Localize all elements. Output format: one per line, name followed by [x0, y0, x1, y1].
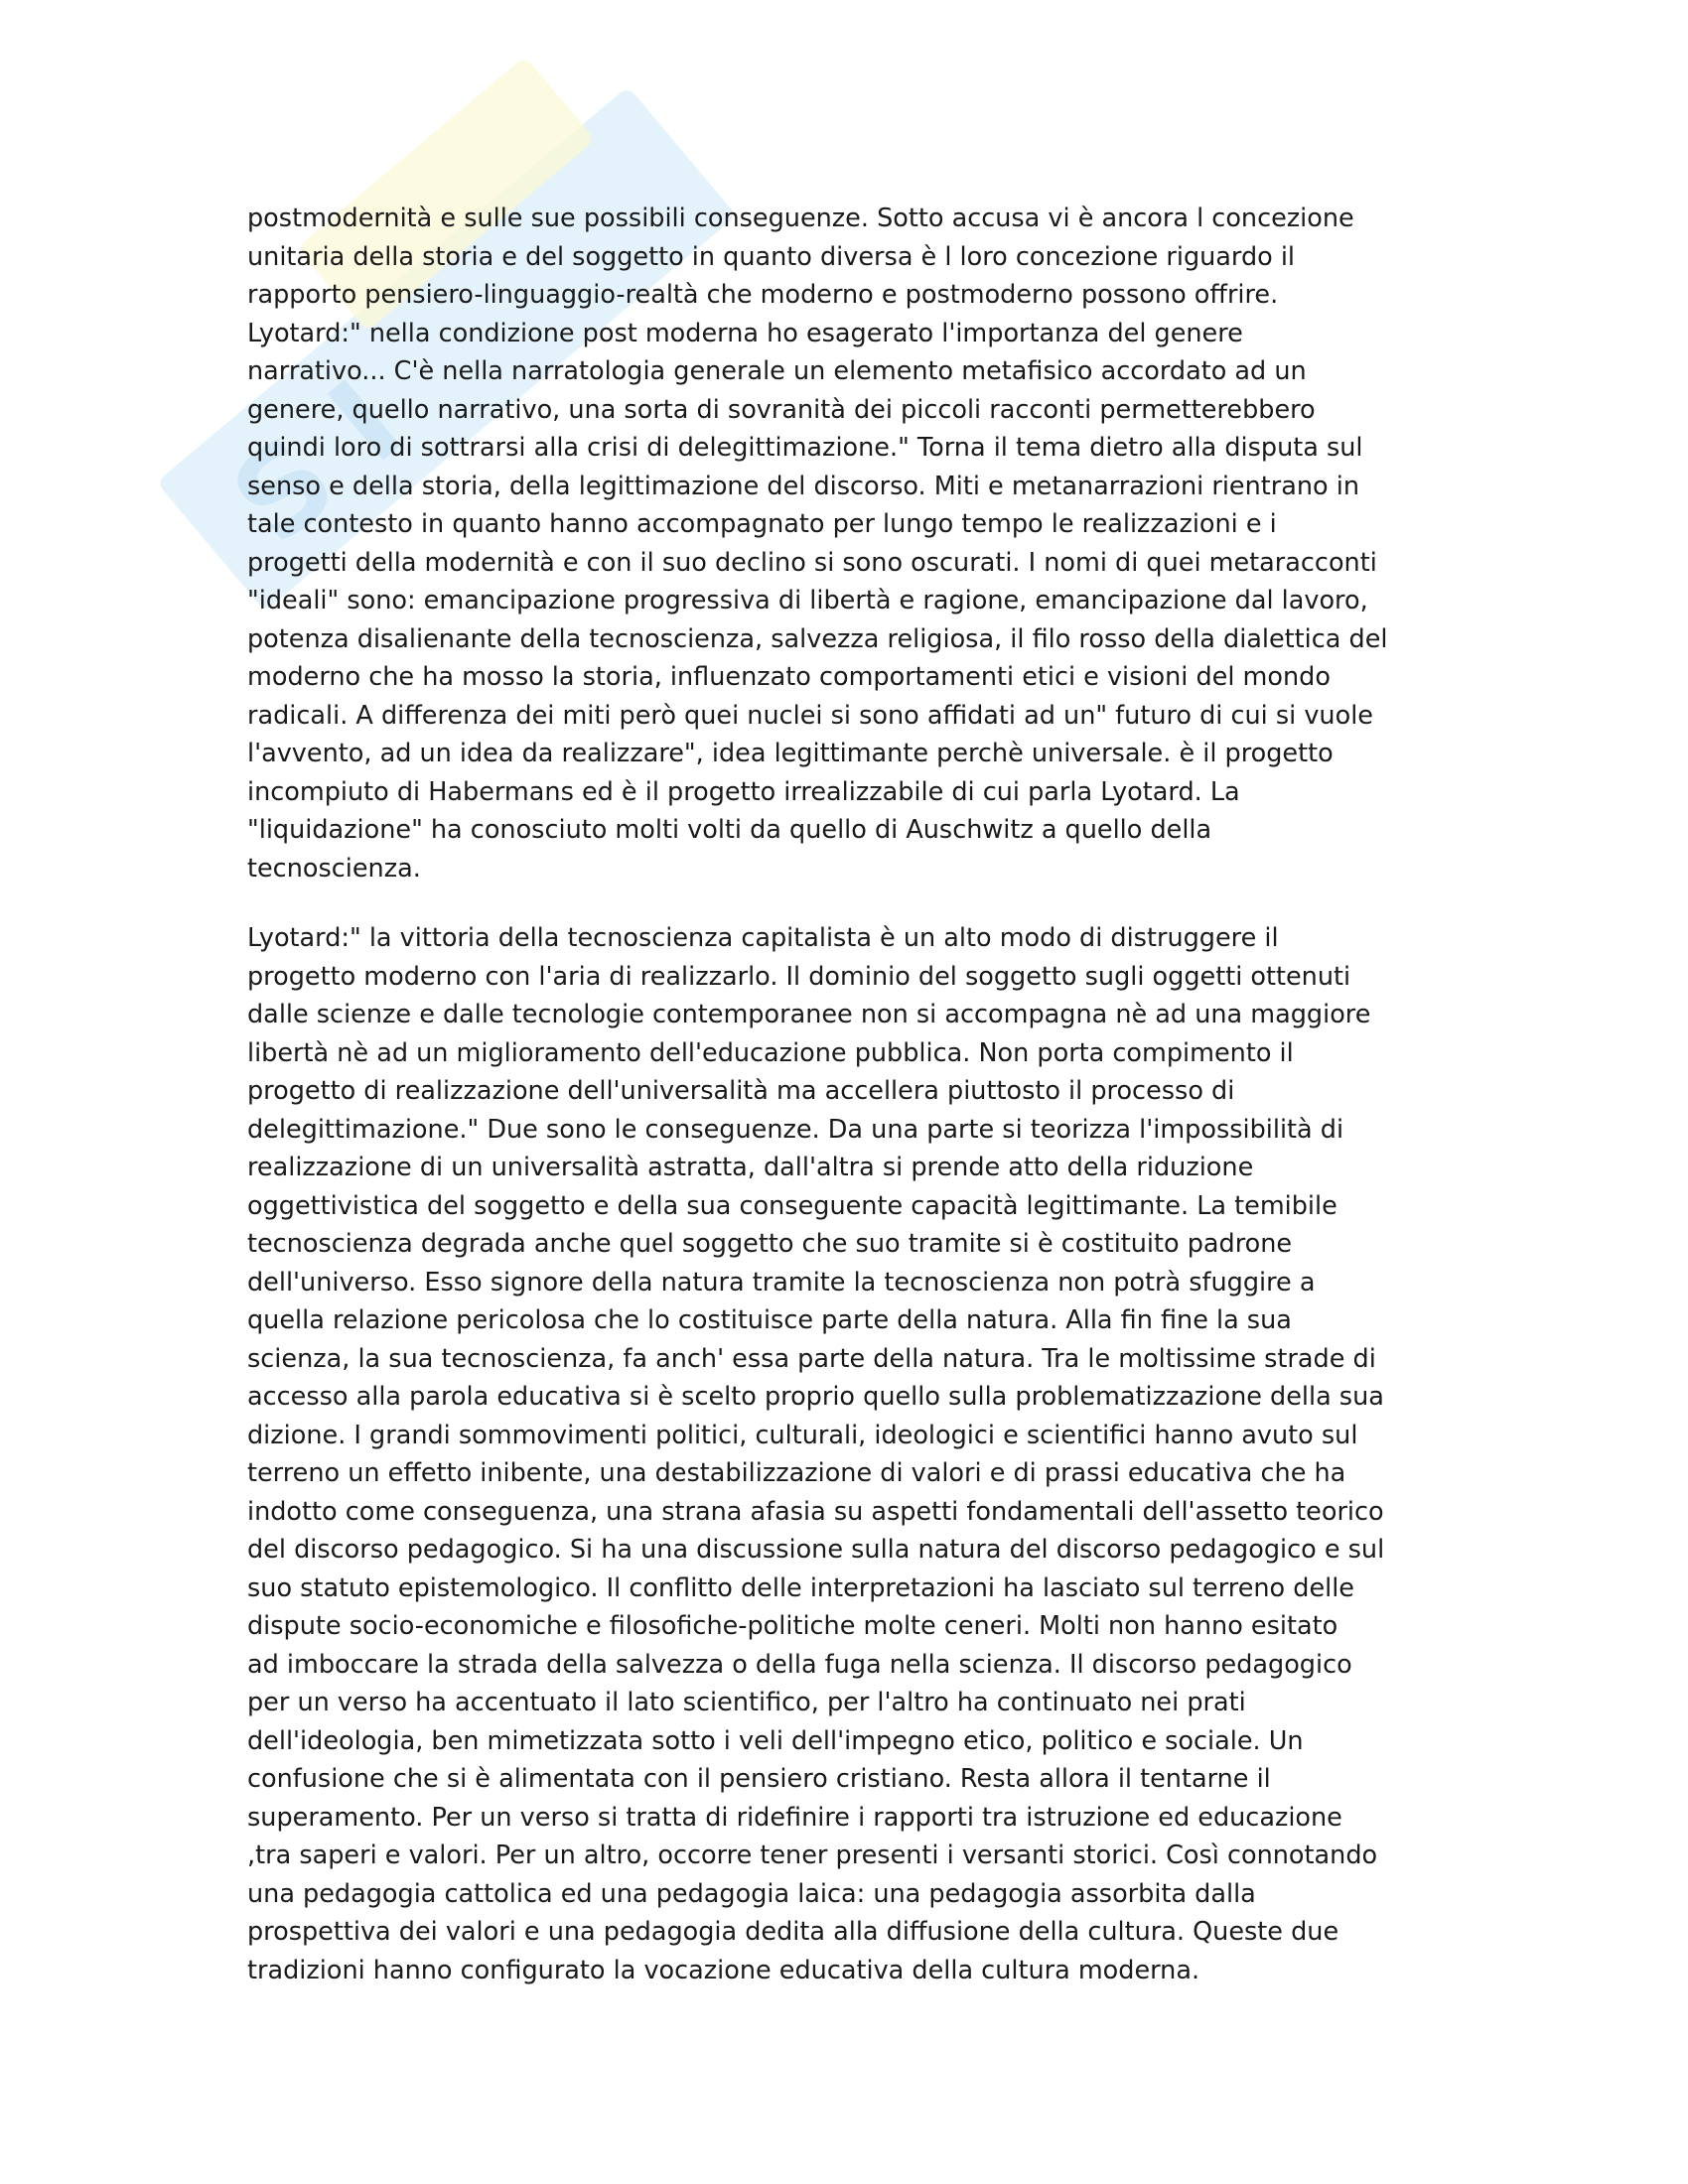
text-line: tale contesto in quanto hanno accompagnato per lungo tempo le realizzazioni e i — [247, 509, 1277, 539]
paragraph-2 — [247, 919, 1439, 1989]
text-line: postmodernità e sulle sue possibili conseguenze. Sotto accusa vi è ancora l concezione — [247, 204, 1354, 233]
text-line: una pedagogia cattolica ed una pedagogia laica: una pedagogia assorbita dalla — [247, 1878, 1256, 1909]
text-line: dispute socio-economiche e filosofiche-politiche molte ceneri. Molti non hanno esitato — [247, 1611, 1338, 1641]
text-line: moderno che ha mosso la storia, influenzato comportamenti etici e visioni del mondo — [247, 662, 1331, 692]
text-line: ,tra saperi e valori. Per un altro, occorre tener presenti i versanti storici. Così connotando — [247, 1841, 1378, 1870]
text-line: quella relazione pericolosa che lo costituisce parte della natura. Alla fin fine la sua — [247, 1305, 1292, 1335]
text-line: tecnoscienza. — [247, 853, 421, 884]
text-line: unitaria della storia e del soggetto in quanto diversa è l loro concezione riguardo il — [247, 241, 1296, 272]
text-line: per un verso ha accentuato il lato scientifico, per l'altro ha continuato nei prati — [247, 1688, 1246, 1717]
text-line: ad imboccare la strada della salvezza o della fuga nella scienza. Il discorso pedagogico — [247, 1649, 1352, 1680]
text-line: tradizioni hanno configurato la vocazione educativa della cultura moderna. — [247, 1955, 1200, 1985]
text-line: progetto di realizzazione dell'universalità ma accellera piuttosto il processo di — [247, 1076, 1235, 1106]
text-line: narrativo... C'è nella narratologia generale un elemento metafisico accordato ad un — [247, 356, 1307, 386]
text-line: libertà nè ad un miglioramento dell'educazione pubblica. Non porta compimento il — [247, 1037, 1294, 1068]
text-line: l'avvento, ad un idea da realizzare", idea legittimante perchè universale. è il progetto — [247, 739, 1334, 768]
text-line: prospettiva dei valori e una pedagogia dedita alla diffusione della cultura. Queste due — [247, 1917, 1339, 1947]
paragraph-1 — [247, 200, 1439, 887]
text-line: incompiuto di Habermans ed è il progetto irrealizzabile di cui parla Lyotard. La — [247, 776, 1240, 807]
text-line: accesso alla parola educativa si è scelto proprio quello sulla problematizzazione della sua — [247, 1382, 1384, 1412]
text-line: oggettivistica del soggetto e della sua conseguente capacità legittimante. La temibile — [247, 1190, 1337, 1221]
document-body — [247, 200, 1439, 1989]
text-line: indotto come conseguenza, una strana afasia su aspetti fondamentali dell'assetto teorico — [247, 1496, 1384, 1527]
text-line: genere, quello narrativo, una sorta di sovranità dei piccoli racconti permetterebbero — [247, 394, 1316, 425]
text-line: quindi loro di sottrarsi alla crisi di delegittimazione." Torna il tema dietro alla disputa sul — [247, 433, 1363, 463]
text-line: "ideali" sono: emancipazione progressiva di libertà e ragione, emancipazione dal lavoro, — [247, 586, 1368, 615]
text-line: tecnoscienza degrada anche quel soggetto che suo tramite si è costituito padrone — [247, 1229, 1293, 1259]
text-line: dalle scienze e dalle tecnologie contemporanee non si accompagna nè ad una maggiore — [247, 1000, 1371, 1029]
text-line: "liquidazione" ha conosciuto molti volti da quello di Auschwitz a quello della — [247, 815, 1212, 845]
text-line: senso e della storia, della legittimazione del discorso. Miti e metanarrazioni rientrano in — [247, 471, 1359, 501]
paragraph-gap — [247, 887, 1439, 919]
text-line: rapporto pensiero-linguaggio-realtà che moderno e postmoderno possono offrire. — [247, 280, 1279, 310]
text-line: progetti della modernità e con il suo declino si sono oscurati. I nomi di quei metaracconti — [247, 547, 1377, 578]
text-line: progetto moderno con l'aria di realizzarlo. Il dominio del soggetto sugli oggetti ottenuti — [247, 961, 1351, 992]
text-line: dell'universo. Esso signore della natura tramite la tecnoscienza non potrà sfuggire a — [247, 1267, 1316, 1297]
text-line: suo statuto epistemologico. Il conflitto delle interpretazioni ha lasciato sul terreno delle — [247, 1572, 1354, 1603]
text-line: dell'ideologia, ben mimetizzata sotto i veli dell'impegno etico, politico e sociale. Un — [247, 1725, 1304, 1756]
text-line: Lyotard:" nella condizione post moderna ho esagerato l'importanza del genere — [247, 318, 1243, 348]
text-line: confusione che si è alimentata con il pensiero cristiano. Resta allora il tentarne il — [247, 1764, 1271, 1794]
text-line: del discorso pedagogico. Si ha una discussione sulla natura del discorso pedagogico e sul — [247, 1535, 1385, 1565]
text-line: scienza, la sua tecnoscienza, fa anch' essa parte della natura. Tra le moltissime strade di — [247, 1343, 1376, 1374]
text-line: terreno un effetto inibente, una destabilizzazione di valori e di prassi educativa che ha — [247, 1458, 1346, 1488]
text-line: realizzazione di un universalità astratta, dall'altra si prende atto della riduzione — [247, 1153, 1254, 1182]
text-line: superamento. Per un verso si tratta di ridefinire i rapporti tra istruzione ed educazione — [247, 1802, 1342, 1833]
text-line: delegittimazione." Due sono le conseguenze. Da una parte si teorizza l'impossibilità di — [247, 1114, 1344, 1145]
text-line: radicali. A differenza dei miti però quei nuclei si sono affidati ad un" futuro di cui si vuole — [247, 700, 1373, 731]
text-line: dizione. I grandi sommovimenti politici, culturali, ideologici e scientifici hanno avuto sul — [247, 1420, 1358, 1450]
watermark-shape-letters: S I — [207, 354, 428, 572]
text-line: potenza disalienante della tecnoscienza, salvezza religiosa, il filo rosso della dialettica del — [247, 623, 1388, 654]
text-line: Lyotard:" la vittoria della tecnoscienza capitalista è un alto modo di distruggere il — [247, 923, 1279, 953]
